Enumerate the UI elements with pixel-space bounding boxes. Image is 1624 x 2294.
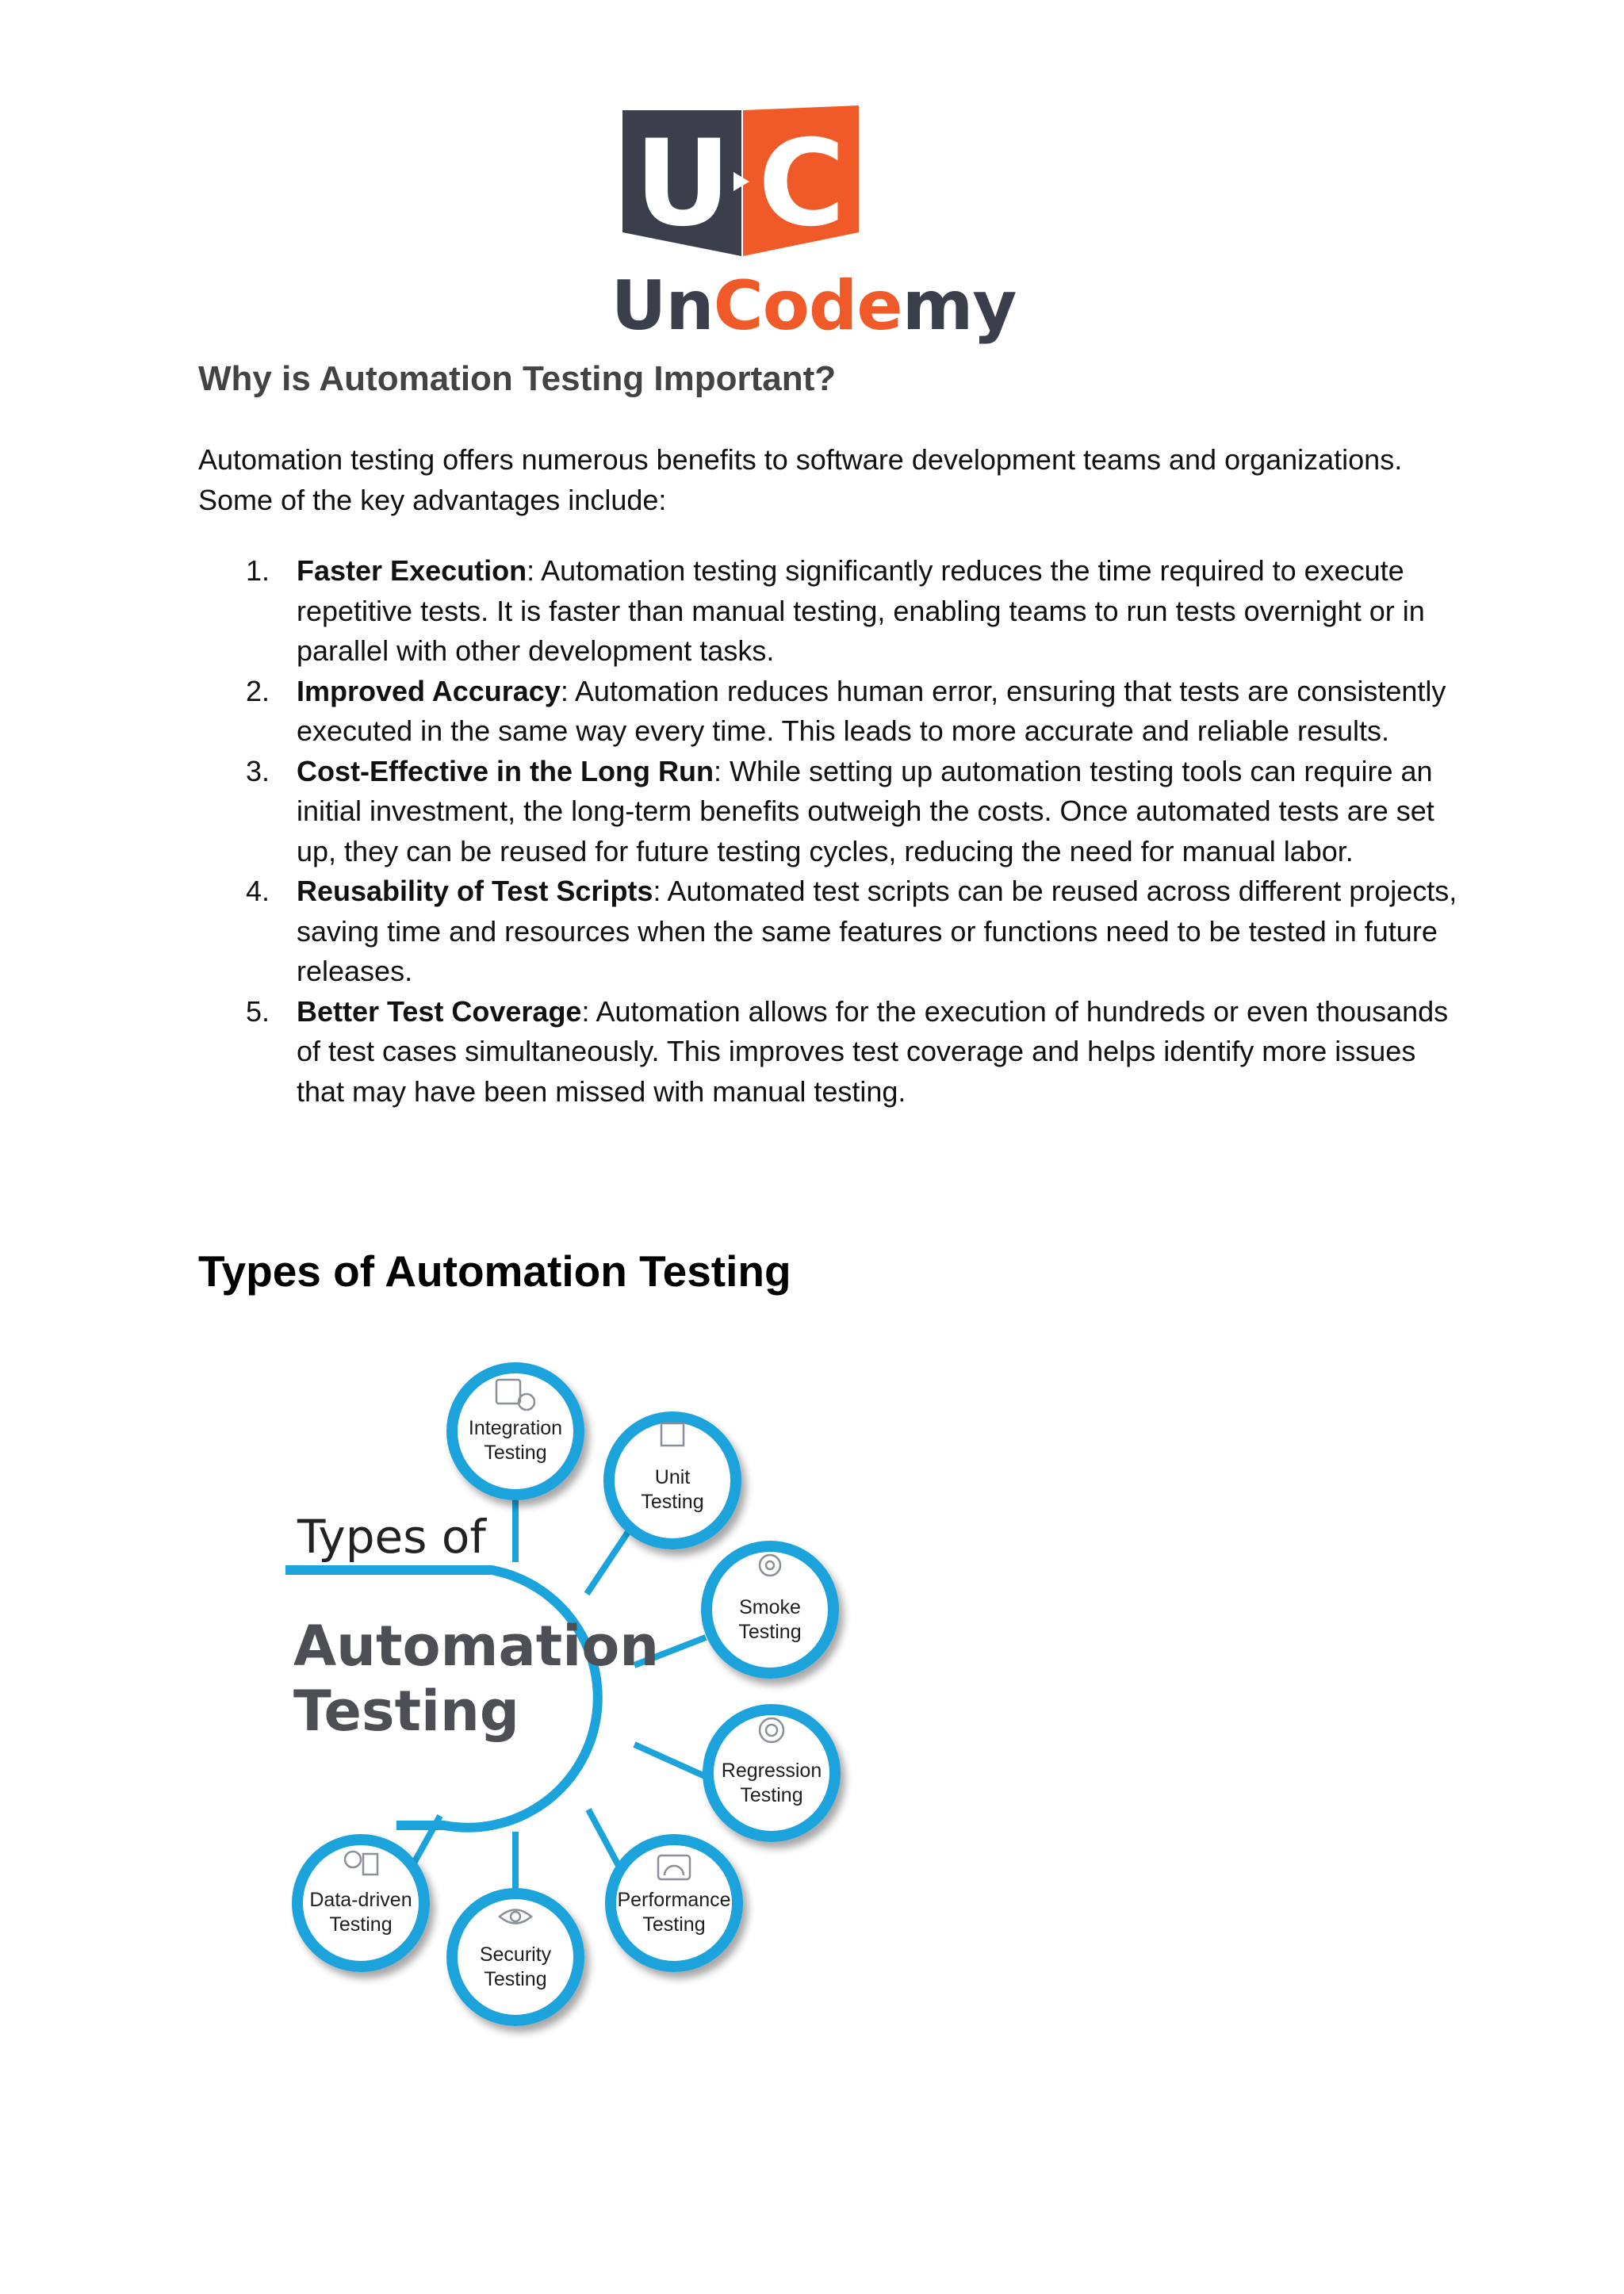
- node-label: Security: [479, 1944, 552, 1966]
- benefit-title: Cost-Effective in the Long Run: [297, 754, 714, 787]
- benefit-number: 1.: [246, 554, 270, 587]
- benefit-title: Improved Accuracy: [297, 674, 561, 707]
- uncodemy-logo: [611, 105, 1017, 346]
- logo-wordmark: [611, 266, 1017, 346]
- benefit-item: [0, 672, 1467, 752]
- spoke-unit: [587, 1522, 634, 1594]
- node-label: Performance: [617, 1889, 731, 1911]
- node-label: Smoke: [739, 1596, 801, 1618]
- benefit-title: Reusability of Test Scripts: [297, 875, 653, 907]
- logo-letter-u: U: [634, 115, 731, 253]
- benefit-title: Better Test Coverage: [297, 994, 582, 1028]
- node-label: Testing: [641, 1491, 704, 1513]
- node-label: Testing: [484, 1968, 547, 1990]
- diagram-title-line2: Automation: [293, 1614, 660, 1679]
- logo-wordmark-code: Code: [713, 266, 902, 346]
- node-label: Data-driven: [309, 1889, 412, 1911]
- benefit-text: : Automated test scripts can be reused across different projects, saving time and resources when the same features or functions need to be tested in future releases.: [297, 875, 1457, 987]
- benefits-list: [0, 551, 1467, 1112]
- benefit-number: 2.: [246, 674, 270, 707]
- node-label: Testing: [642, 1913, 706, 1936]
- benefit-item: [0, 871, 1467, 992]
- node-label: Testing: [484, 1442, 547, 1464]
- benefit-text: : Automation allows for the execution of hundreds or even thousands of test cases simultaneously. This improves test coverage and helps identify more issues that may have been missed with manual testing.: [297, 994, 1449, 1108]
- node-label: Testing: [740, 1784, 803, 1806]
- benefit-number: 3.: [246, 754, 270, 787]
- logo-wordmark-my: my: [902, 266, 1017, 346]
- spoke-regression: [634, 1744, 714, 1780]
- benefit-text: : Automation testing significantly reduces the time required to execute repetitive tests. It is faster than manual testing, enabling teams to run tests overnight or in parallel with other development tasks.: [297, 554, 1425, 667]
- diagram-title-line1: Types of: [297, 1510, 486, 1564]
- node-label: Regression: [721, 1760, 822, 1782]
- automation-types-diagram: [262, 1340, 896, 2054]
- benefit-text: : While setting up automation testing tools can require an initial investment, the long-term benefits outweigh the costs. Once automated tests are set up, they can be reused for future testing cycles, reducing the need for manual labor.: [297, 754, 1434, 867]
- intro-paragraph: Automation testing offers numerous benefits to software development teams and organizations. Some of the key advantages include:: [198, 443, 1403, 516]
- section-heading-types: Types of Automation Testing: [198, 1247, 791, 1296]
- node-label: Testing: [329, 1913, 393, 1936]
- benefit-text: : Automation reduces human error, ensuring that tests are consistently executed in the same way every time. This leads to more accurate and reliable results.: [297, 674, 1446, 747]
- benefit-item: [0, 752, 1467, 872]
- benefit-item: [0, 992, 1467, 1113]
- benefit-number: 5.: [246, 994, 270, 1028]
- benefit-item: [0, 551, 1467, 672]
- node-label: Integration: [468, 1417, 563, 1439]
- benefit-title: Faster Execution: [297, 554, 527, 587]
- section-heading-why: Why is Automation Testing Important?: [198, 359, 837, 398]
- benefit-number: 4.: [246, 875, 270, 907]
- node-label: Testing: [738, 1621, 802, 1643]
- diagram-title-line3: Testing: [293, 1679, 519, 1744]
- logo-letter-c: C: [757, 115, 846, 253]
- logo-wordmark-un: Un: [611, 266, 714, 346]
- node-label: Unit: [654, 1466, 691, 1488]
